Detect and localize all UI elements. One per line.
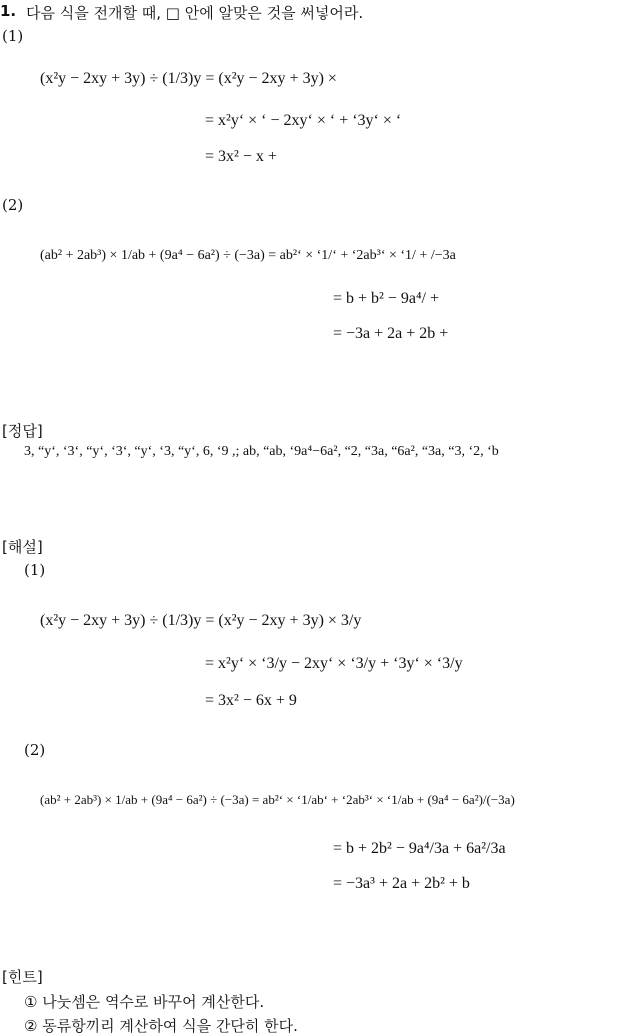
- solution-part1-line3: = 3x² − 6x + 9: [205, 692, 297, 709]
- solution-part2-line3: = −3a³ + 2a + 2b² + b: [333, 875, 470, 892]
- hint-header: [힌트]: [2, 968, 43, 986]
- hint-item-1: ① 나눗셈은 역수로 바꾸어 계산한다.: [24, 993, 265, 1011]
- solution-part1-label: (1): [24, 561, 46, 579]
- solution-part1-line2: = x²y‘ × ‘3/y − 2xy‘ × ‘3/y + ‘3y‘ × ‘3/y: [205, 655, 463, 672]
- problem-part2-line3: = −3a + 2a + 2b +: [333, 325, 449, 342]
- problem-part2-line1: (ab² + 2ab³) × 1/ab + (9a⁴ − 6a²) ÷ (−3a) = ab²‘ × ‘1/‘ + ‘2ab³‘ × ‘1/ + /−3a: [40, 248, 456, 263]
- problem-instruction: 다음 식을 전개할 때, □ 안에 알맞은 것을 써넣어라.: [26, 4, 364, 22]
- problem-part1-label: (1): [2, 27, 24, 45]
- answer-text: 3, “y‘, ‘3‘, “y‘, ‘3‘, “y‘, ‘3, “y‘, 6, ‘9 ,; ab, “ab, ‘9a⁴−6a², “2, “3a, “6a², “3a, “3, ‘2, ‘b: [24, 444, 499, 459]
- hint-item-2: ② 동류항끼리 계산하여 식을 간단히 한다.: [24, 1017, 298, 1035]
- problem-number: 1.: [0, 2, 17, 20]
- solution-part2-label: (2): [24, 741, 46, 759]
- problem-part2-line2: = b + b² − 9a⁴/ +: [333, 290, 440, 307]
- answer-header: [정답]: [2, 422, 43, 440]
- solution-part1-line1: (x²y − 2xy + 3y) ÷ (1/3)y = (x²y − 2xy + 3y) × 3/y: [40, 612, 362, 629]
- problem-part2-label: (2): [2, 196, 24, 214]
- solution-part2-line2: = b + 2b² − 9a⁴/3a + 6a²/3a: [333, 840, 506, 857]
- solution-header: [해설]: [2, 538, 43, 556]
- problem-part1-line2: = x²y‘ × ‘ − 2xy‘ × ‘ + ‘3y‘ × ‘: [205, 112, 402, 129]
- problem-title: [0, 2, 16, 20]
- solution-part2-line1: (ab² + 2ab³) × 1/ab + (9a⁴ − 6a²) ÷ (−3a) = ab²‘ × ‘1/ab‘ + ‘2ab³‘ × ‘1/ab + (9a⁴ − 6a²)/(−3a): [40, 792, 515, 807]
- problem-part1-line1: (x²y − 2xy + 3y) ÷ (1/3)y = (x²y − 2xy + 3y) ×: [40, 70, 337, 87]
- problem-part1-line3: = 3x² − x +: [205, 148, 277, 165]
